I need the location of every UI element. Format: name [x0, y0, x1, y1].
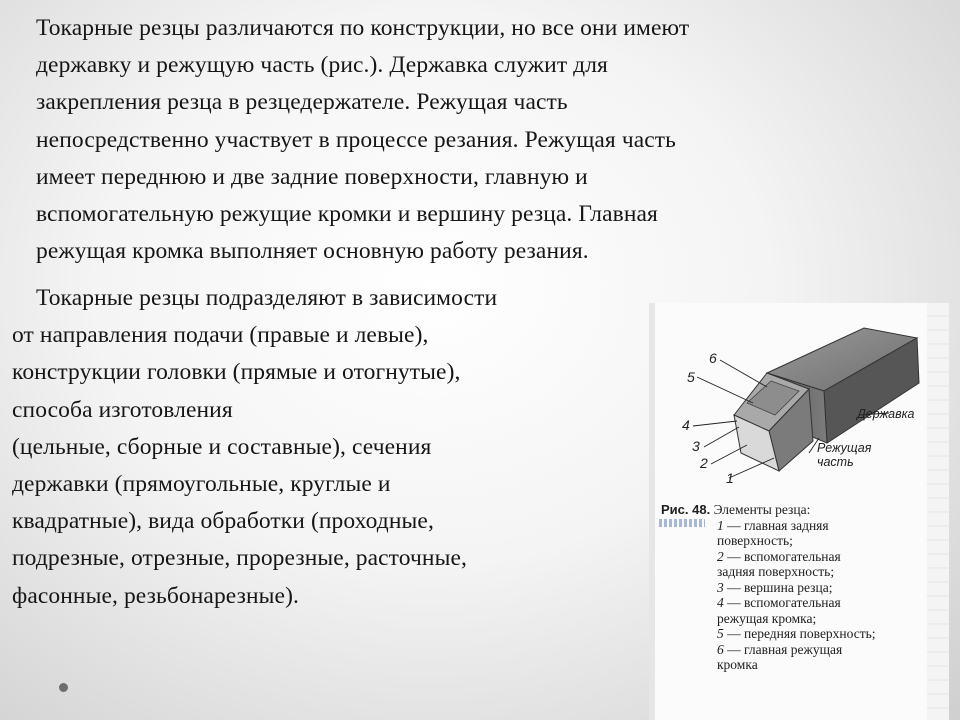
text-line: режущая кромка выполняет основную работу резания. [36, 238, 589, 265]
cutter-figure [649, 303, 949, 720]
caption-item-number: 3 [717, 579, 724, 595]
label-cutting-part-line2: часть [817, 455, 854, 469]
text-line: имеет переднюю и две задние поверхности, главную и [36, 163, 588, 190]
caption-item-number: 6 [717, 641, 724, 657]
label-number-4: 4 [682, 417, 690, 433]
paragraph-cutter-design [12, 10, 952, 270]
caption-item-number: 1 [717, 517, 724, 533]
caption-item-text: кромка [717, 657, 758, 672]
caption-item-text: поверхность; [717, 533, 793, 548]
label-number-2: 2 [700, 455, 708, 471]
lathe-cutter-drawing [649, 303, 949, 503]
caption-prefix: Рис. 48. [661, 502, 711, 517]
paragraph-cutter-classification [12, 280, 652, 615]
caption-item-text: — вспомогательная [727, 595, 841, 610]
text-line: непосредственно участвует в процессе резания. Режущая часть [36, 126, 676, 153]
label-cutting-part-line1: Режущая [817, 441, 872, 455]
caption-item-number: 2 [717, 548, 724, 564]
text-line: Токарные резцы различаются по конструкции, но все они имеют [36, 15, 690, 41]
text-line: способа изготовления [12, 396, 233, 423]
label-number-1: 1 [726, 470, 734, 486]
label-number-3: 3 [692, 438, 700, 454]
caption-item-text: задняя поверхность; [717, 564, 835, 579]
caption-item-text: — вершина резца; [727, 579, 833, 595]
text-line: державки (прямоугольные, круглые и [12, 471, 391, 498]
figure-caption [661, 502, 931, 673]
label-number-5: 5 [687, 369, 695, 385]
text-line: державку и режущую часть (рис.). Державка служит для [36, 52, 608, 79]
text-line: закрепления резца в резцедержателе. Режущая часть [36, 89, 568, 116]
text-line: квадратные), вида обработки (проходные, [12, 508, 434, 535]
text-line: Токарные резцы подразделяют в зависимости [36, 285, 498, 311]
caption-item-text: — главная режущая [727, 641, 843, 657]
caption-title: Элементы резца: [713, 502, 811, 517]
text-line: фасонные, резьбонарезные). [12, 582, 299, 609]
caption-item-text: — вспомогательная [727, 548, 841, 564]
label-holder: Державка [857, 407, 915, 421]
caption-item-number: 4 [717, 595, 724, 610]
text-line: конструкции головки (прямые и отогнутые), [12, 359, 461, 386]
text-line: подрезные, отрезные, прорезные, расточные, [12, 545, 467, 572]
label-number-6: 6 [709, 350, 717, 366]
slide-bullet-dot [59, 683, 68, 692]
caption-item-number: 5 [717, 626, 724, 641]
text-line: (цельные, сборные и составные), сечения [12, 433, 432, 460]
caption-item-text: режущая кромка; [717, 610, 817, 626]
caption-item-text: — передняя поверхность; [727, 626, 876, 641]
text-line: вспомогательную режущие кромки и вершину резца. Главная [36, 201, 658, 228]
text-line: от направления подачи (правые и левые), [12, 322, 429, 349]
caption-item-text: — главная задняя [727, 517, 829, 533]
